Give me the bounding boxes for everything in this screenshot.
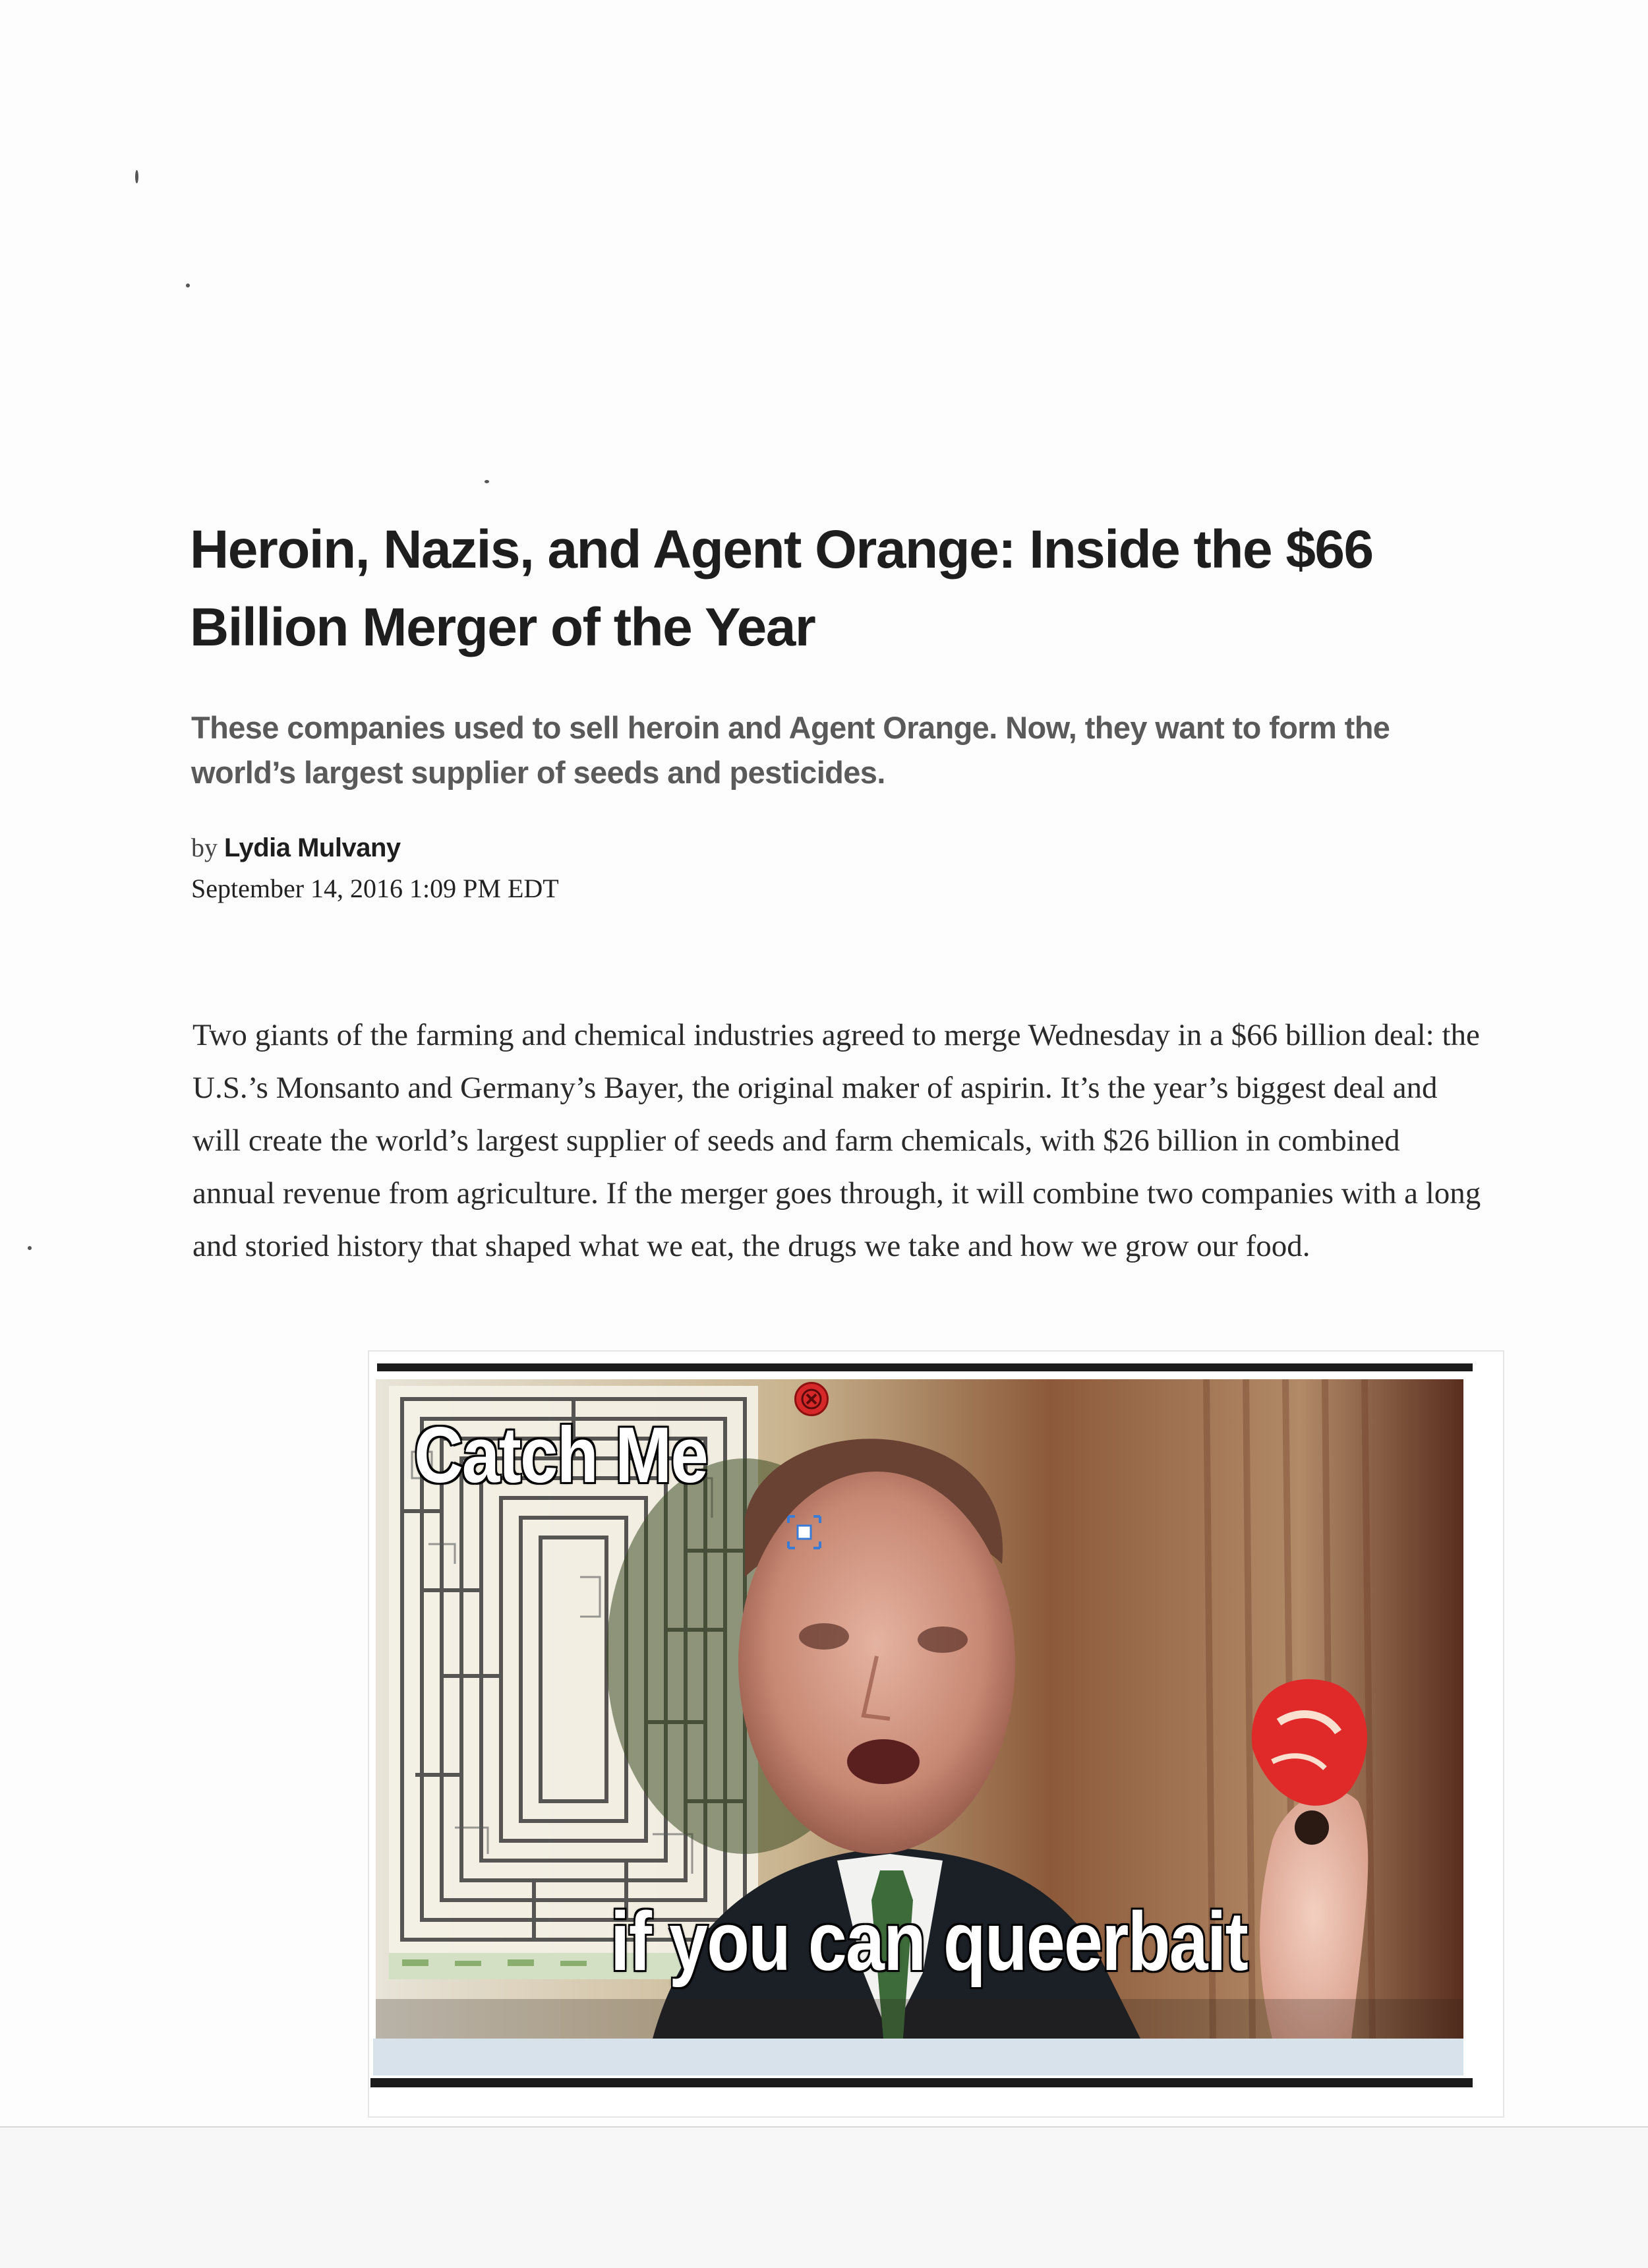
image-bottom-strip <box>373 2039 1463 2075</box>
article-headline: Heroin, Nazis, and Agent Orange: Inside the $66 Billion Merger of the Year <box>190 520 1373 657</box>
meme-caption-top: Catch Me <box>414 1411 707 1499</box>
scan-speck <box>135 170 138 183</box>
close-circle-icon[interactable] <box>794 1382 829 1416</box>
byline-prefix: by <box>191 833 218 862</box>
image-bottom-rule <box>370 2078 1473 2087</box>
move-handle-icon[interactable] <box>786 1514 823 1551</box>
article-body: Two giants of the farming and chemical industries agreed to merge Wednesday in a $66 billion deal: the U.S.’s Monsanto and Germany’s Bayer, the original maker of aspirin. It’s the year’s biggest deal and will create the world’s largest supplier of seeds and farm chemicals, with $26 billion in combined annual revenue from agriculture. If the merger goes through, it will combine two companies with a long and storied history that shaped what we eat, the drugs we take and how we grow our food. <box>192 1018 1481 1263</box>
scan-speck <box>485 480 489 483</box>
scan-speck <box>186 284 190 287</box>
image-top-rule <box>377 1363 1473 1371</box>
move-handle-glyph <box>786 1514 823 1551</box>
publish-date: September 14, 2016 1:09 PM EDT <box>191 874 559 903</box>
article-dek: These companies used to sell heroin and Agent Orange. Now, they want to form the world’s largest supplier of seeds and pesticides. <box>191 710 1390 790</box>
byline <box>191 832 401 863</box>
scan-speck <box>28 1246 32 1250</box>
close-glyph <box>796 1384 827 1414</box>
scanner-bed-edge <box>0 2126 1648 2268</box>
meme-caption-bottom: if you can queerbait <box>610 1895 1248 1988</box>
author-name[interactable]: Lydia Mulvany <box>224 833 401 862</box>
